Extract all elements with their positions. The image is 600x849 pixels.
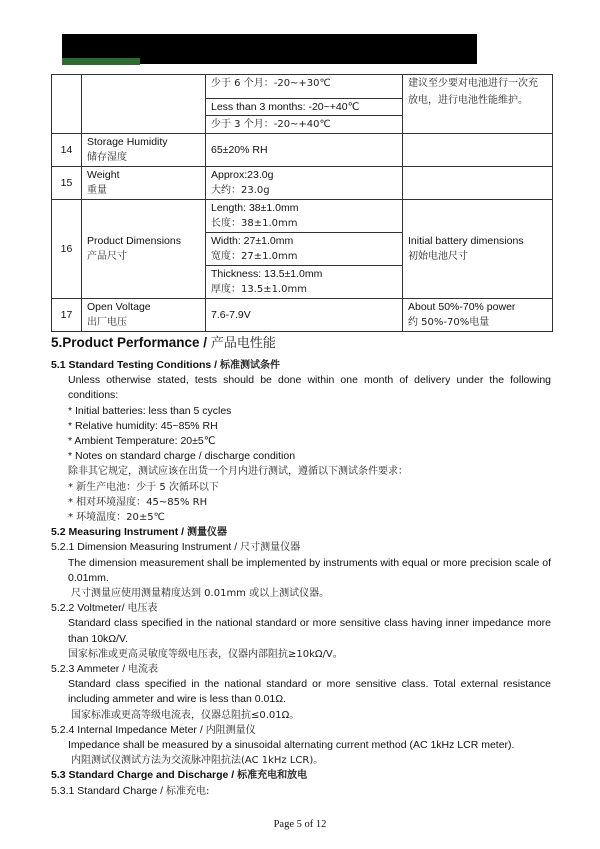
row16-length-zh: 长度：38±1.0mm xyxy=(211,218,298,229)
section-5-1-intro-zh: 除非其它规定，测试应该在出货一个月内进行测试，遵循以下测试条件要求： xyxy=(68,466,408,478)
row13-value-1: 少于 6 个月：-20~+30℃ xyxy=(211,78,331,89)
row17-num: 17 xyxy=(60,309,73,321)
row16-thickness-zh: 厚度：13.5±1.0mm xyxy=(211,284,308,295)
condition-bullet-3: * Ambient Temperature: 20±5℃ xyxy=(68,435,216,448)
section-5-1-intro: Unless otherwise stated, tests should be done within one month of delivery under the following conditions: xyxy=(68,374,551,402)
row15-num: 15 xyxy=(60,177,73,189)
section-5-2-4-text: Impedance shall be measured by a sinusoidal alternating current method (AC 1kHz LCR meter). xyxy=(68,739,515,752)
table-row xyxy=(52,134,553,167)
section-5-3-1-title-en: 5.3.1 Standard Charge / xyxy=(51,784,164,797)
section-5-2-1-text-zh: 尺寸测量应使用测量精度达到 0.01mm 或以上测试仪器。 xyxy=(71,588,330,600)
condition-bullet-zh-2: * 相对环境湿度：45~85% RH xyxy=(68,496,208,508)
row14-name-en: Storage Humidity xyxy=(87,136,168,148)
condition-bullet-4: * Notes on standard charge / discharge condition xyxy=(68,450,296,463)
section-5-2-3-text-zh: 国家标准或更高等级电流表，仪器总阻抗≤0.01Ω。 xyxy=(71,709,300,721)
row17-value: 7.6-7.9V xyxy=(211,309,251,321)
section-5-1-title xyxy=(51,358,551,373)
row16-remark-zh: 初始电池尺寸 xyxy=(408,251,468,262)
table-row xyxy=(52,200,553,233)
section-5-title-en: 5.Product Performance / xyxy=(51,335,208,350)
row16-width-zh: 宽度：27±1.0mm xyxy=(211,251,298,262)
section-5-2-3-title-zh: 电流表 xyxy=(128,664,159,676)
section-5-title xyxy=(51,333,551,354)
page-footer: Page 5 of 12 xyxy=(273,819,327,830)
row16-width-en: Width: 27±1.0mm xyxy=(211,235,294,247)
row16-num: 16 xyxy=(60,243,73,255)
row15-value-en: Approx:23.0g xyxy=(211,169,274,181)
row17-name-en: Open Voltage xyxy=(87,301,151,313)
section-5-2-1-title-en: 5.2.1 Dimension Measuring Instrument / xyxy=(51,541,238,554)
section-5-2-2-title xyxy=(51,601,551,616)
row15-name-zh: 重量 xyxy=(87,185,107,196)
row13-num-cell xyxy=(52,75,82,134)
row13-name-cell xyxy=(82,75,206,134)
row13-remark: 建议至少要对电池进行一次充放电，进行电池性能维护。 xyxy=(408,78,538,106)
row17-remark-zh: 约 50%-70%电量 xyxy=(408,317,490,328)
row14-name-zh: 储存湿度 xyxy=(87,152,127,163)
document-body xyxy=(51,333,551,799)
table-row xyxy=(52,299,553,332)
row13-value-2: Less than 3 months: -20~+40℃ xyxy=(211,101,360,113)
row16-remark-en: Initial battery dimensions xyxy=(408,235,524,247)
row17-remark-en: About 50%-70% power xyxy=(408,301,516,313)
section-5-2-3-text: Standard class specified in the national standard or more sensitive class. Total external resistance including ammeter and wire is less than 0.01Ω. xyxy=(68,678,551,706)
row14-num: 14 xyxy=(60,144,73,156)
section-5-3-title-zh: 标准充电和放电 xyxy=(237,770,308,782)
condition-bullet-1: * Initial batteries: less than 5 cycles xyxy=(68,404,232,417)
row15-value-zh: 大约：23.0g xyxy=(211,185,270,196)
section-5-2-4-title-zh: 内阻测量仪 xyxy=(205,724,256,736)
row16-thickness-en: Thickness: 13.5±1.0mm xyxy=(211,268,323,280)
section-5-3-title-en: 5.3 Standard Charge and Discharge / xyxy=(51,769,235,782)
section-5-1-title-zh: 标准测试条件 xyxy=(220,360,280,371)
section-5-2-3-title-en: 5.2.3 Ammeter / xyxy=(51,663,126,676)
section-5-2-1-title xyxy=(51,540,551,555)
row16-length-en: Length: 38±1.0mm xyxy=(211,202,299,214)
section-5-3-1-title xyxy=(51,784,551,799)
section-5-2-4-text-zh: 内阻测试仪测试方法为交流脉冲阻抗法(AC 1kHz LCR)。 xyxy=(71,755,324,767)
section-5-2-1-title-zh: 尺寸测量仪器 xyxy=(240,542,301,554)
section-5-2-2-text-zh: 国家标准或更高灵敏度等级电压表，仪器内部阻抗≥10kΩ/V。 xyxy=(68,648,343,660)
section-5-2-1-text: The dimension measurement shall be implemented by instruments with equal or more precision scale of 0.01mm. xyxy=(68,556,551,584)
row17-name-zh: 出厂电压 xyxy=(87,317,127,328)
section-5-2-2-title-en: 5.2.2 Voltmeter/ xyxy=(51,602,125,615)
row16-name-en: Product Dimensions xyxy=(87,235,181,247)
row15-name-en: Weight xyxy=(87,169,120,181)
section-5-2-title xyxy=(51,525,551,540)
section-5-3-title xyxy=(51,768,551,783)
section-5-title-zh: 产品电性能 xyxy=(210,336,276,351)
section-5-3-1-title-zh: 标准充电: xyxy=(166,785,210,797)
section-5-2-3-title xyxy=(51,662,551,677)
spec-table xyxy=(51,74,553,332)
condition-bullet-zh-1: * 新生产电池：少于 5 次循环以下 xyxy=(68,481,219,493)
table-row xyxy=(52,75,553,99)
section-5-2-title-en: 5.2 Measuring Instrument / xyxy=(51,526,185,539)
header-green-strip xyxy=(62,58,140,65)
section-5-2-4-title xyxy=(51,723,551,738)
row16-name-zh: 产品尺寸 xyxy=(87,251,127,262)
section-5-2-2-title-zh: 电压表 xyxy=(127,603,158,615)
section-5-1-title-en: 5.1 Standard Testing Conditions / xyxy=(51,359,218,371)
section-5-2-4-title-en: 5.2.4 Internal Impedance Meter / xyxy=(51,723,203,736)
row14-value: 65±20% RH xyxy=(211,144,268,156)
condition-bullet-2: * Relative humidity: 45~85% RH xyxy=(68,419,218,432)
row13-value-3: 少于 3 个月：-20~+40℃ xyxy=(211,119,331,130)
section-5-2-title-zh: 测量仪器 xyxy=(186,527,227,539)
condition-bullet-zh-3: * 环境温度：20±5℃ xyxy=(68,512,165,524)
table-row xyxy=(52,167,553,200)
section-5-2-2-text: Standard class specified in the national standard or more sensitive class having inner impedance more than 10kΩ/V. xyxy=(68,617,551,645)
